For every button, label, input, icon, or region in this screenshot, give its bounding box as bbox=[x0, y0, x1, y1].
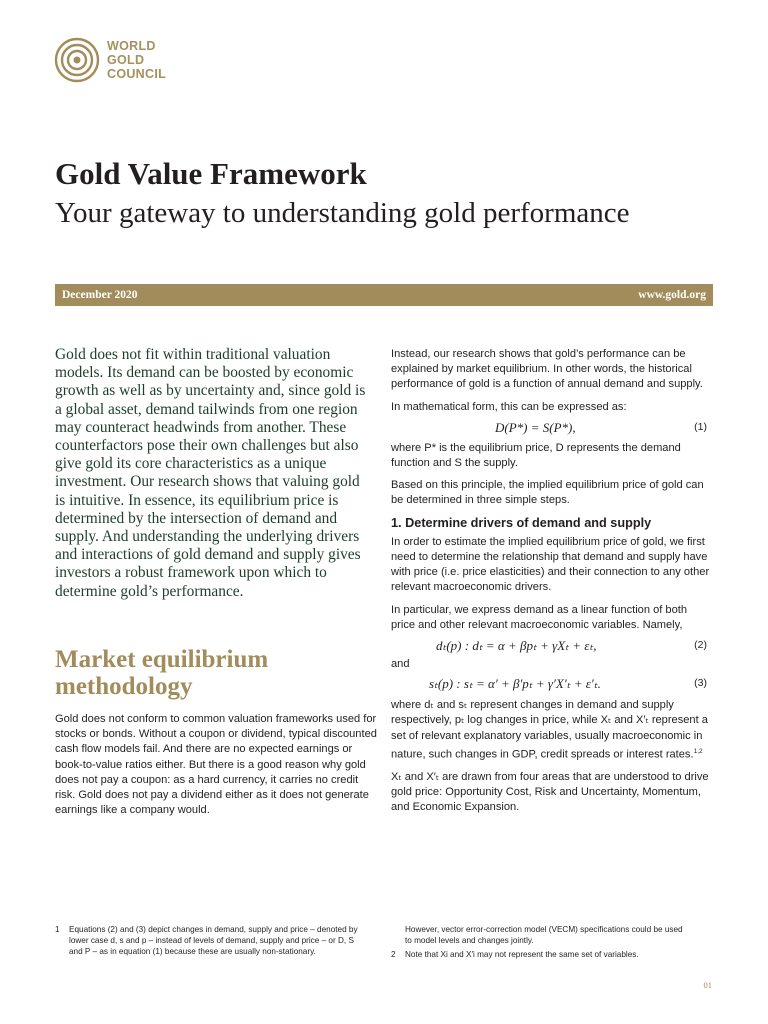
driver-areas-paragraph: Xₜ and X′ₜ are drawn from four areas that are understood to drive gold price: Opportunity Cost, Risk and Uncertainty, Momentum, and Economic Expansion. bbox=[391, 770, 709, 814]
and-connector: and bbox=[391, 658, 410, 671]
three-steps-paragraph: Based on this principle, the implied equilibrium price of gold can be determined in three simple steps. bbox=[391, 479, 704, 507]
linear-demand-paragraph: In particular, we express demand as a linear function of both price and other relevant macroeconomic variables. Namely, bbox=[391, 603, 688, 631]
brand-line-2: GOLD bbox=[107, 53, 145, 67]
website-link[interactable]: www.gold.org bbox=[638, 289, 706, 301]
publication-date: December 2020 bbox=[62, 289, 138, 301]
footnote-2-text: Note that Xi and X′i may not represent the same set of variables. bbox=[405, 950, 639, 959]
equation-1 bbox=[391, 417, 713, 439]
equation-2-expression: dₜ(p) : dₜ = α + βpₜ + γXₜ + εₜ, bbox=[436, 638, 597, 654]
math-intro-paragraph: In mathematical form, this can be expressed as: bbox=[391, 400, 627, 413]
footnote-1-continued-text: However, vector error-correction model (VECM) specifications could be used to model levels and changes jointly. bbox=[405, 925, 683, 945]
page-title: Gold Value Framework bbox=[55, 156, 367, 191]
footnote-2-number: 2 bbox=[391, 950, 396, 959]
brand-wordmark bbox=[107, 39, 166, 81]
intro-paragraph: Instead, our research shows that gold’s performance can be explained by market equilibrium. In other words, the historical performance of gold is a function of annual demand and supply. bbox=[391, 348, 703, 391]
footnote-1 bbox=[55, 924, 365, 957]
brand-line-3: COUNCIL bbox=[107, 67, 167, 81]
equilibrium-definition: where P* is the equilibrium price, D represents the demand function and S the supply. bbox=[391, 441, 681, 470]
equation-2-number: (2) bbox=[694, 639, 707, 652]
page-number: 01 bbox=[703, 980, 712, 990]
left-body-paragraph: Gold does not conform to common valuation frameworks used for stocks or bonds. Without a coupon or dividend, typical discounted cash flow models fail. And there are no expected earnings or book-to-value ratios either. But there is a good reason why gold does not pay a coupon: as a hard currency, it carries no credit risk. Gold does not pay a dividend either as it does not generate earnings like a company would. bbox=[55, 713, 377, 817]
variables-paragraph bbox=[391, 698, 713, 763]
footnote-reference[interactable]: 1,2 bbox=[693, 747, 703, 755]
footnote-1-continued bbox=[391, 924, 691, 946]
equation-1-number: (1) bbox=[694, 421, 707, 434]
world-gold-council-emblem bbox=[54, 37, 100, 83]
lead-paragraph: Gold does not fit within traditional valuation models. Its demand can be boosted by economic growth as well as by uncertainty and, since gold is a global asset, demand tailwinds from one region may counteract headwinds from another. These counterfactors pose their own challenges but also give gold its core characteristics as a unique investment. Our research shows that valuing gold is intuitive. In essence, its equilibrium price is determined by the intersection of demand and supply. And understanding the underlying drivers and interactions of gold demand and supply gives investors a robust framework upon which to determine gold’s performance. bbox=[55, 346, 366, 600]
variables-text: where dₜ and sₜ represent changes in demand and supply respectively, pₜ log changes in price, while Xₜ and X′ₜ represent a set of relevant explanatory variables, usually macroeconomic in nature, such changes in GDP, credit spreads or interest rates. bbox=[391, 699, 708, 761]
equation-1-expression: D(P*) = S(P*), bbox=[495, 420, 576, 436]
right-column bbox=[391, 347, 713, 822]
equation-3 bbox=[391, 672, 713, 694]
date-banner bbox=[55, 284, 713, 306]
equation-3-number: (3) bbox=[694, 676, 707, 689]
footnote-1-number: 1 bbox=[55, 925, 60, 934]
footnote-1-text: Equations (2) and (3) depict changes in demand, supply and price – denoted by lower case d, s and p – instead of levels of demand, supply and price – or D, S and P – as in equation (1) because these are usually non-stationary. bbox=[69, 925, 358, 956]
footnote-2 bbox=[391, 949, 691, 960]
brand-logo bbox=[54, 37, 166, 83]
step-1-heading: 1. Determine drivers of demand and supply bbox=[391, 515, 652, 530]
elasticity-paragraph: In order to estimate the implied equilibrium price of gold, we first need to determine the relationship that demand and supply have with price (i.e. price elasticities) and their connection to any other relevant macroeconomic drivers. bbox=[391, 535, 710, 594]
section-heading: Market equilibrium methodology bbox=[55, 646, 269, 700]
equation-3-expression: sₜ(p) : sₜ = α′ + β′pₜ + γ′X′ₜ + ε′ₜ. bbox=[429, 675, 601, 691]
brand-line-1: WORLD bbox=[107, 39, 156, 53]
page-subtitle: Your gateway to understanding gold performance bbox=[55, 197, 630, 229]
equation-2 bbox=[391, 635, 713, 657]
